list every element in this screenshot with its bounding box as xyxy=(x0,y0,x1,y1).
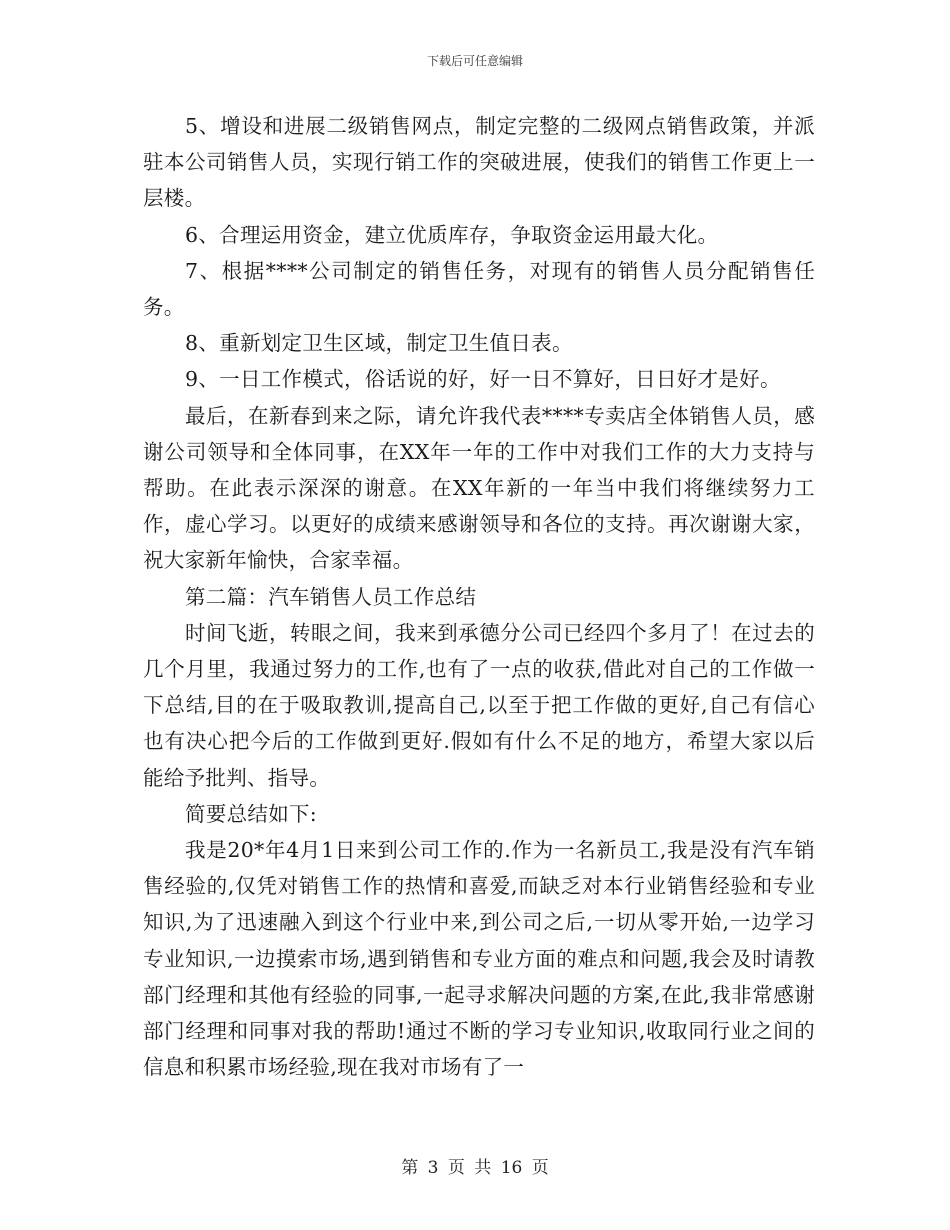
document-body xyxy=(143,108,815,1085)
paragraph-summary-label: 简要总结如下: xyxy=(185,801,318,826)
paragraph-item-9: 9、一日工作模式，俗话说的好，好一日不算好，日日好才是好。 xyxy=(185,367,781,392)
paragraph-closing: 最后，在新春到来之际，请允许我代表****专卖店全体销售人员，感谢公司领导和全体同事，在XX年一年的工作中对我们工作的大力支持与帮助。在此表示深深的谢意。在XX年新的一年当中我们将继续努力工作，虚心学习。以更好的成绩来感谢领导和各位的支持。再次谢谢大家，祝大家新年愉快，合家幸福。 xyxy=(143,403,815,573)
page-number-footer: 第 3 页 共 16 页 xyxy=(401,1158,549,1178)
section-heading: 第二篇：汽车销售人员工作总结 xyxy=(185,584,477,609)
paragraph-item-7: 7、根据****公司制定的销售任务，对现有的销售人员分配销售任务。 xyxy=(143,258,815,320)
paragraph-experience: 我是20*年4月1日来到公司工作的.作为一名新员工,我是没有汽车销售经验的,仅凭对销售工作的热情和喜爱,而缺乏对本行业销售经验和专业知识,为了迅速融入到这个行业中来,到公司之后,一切从零开始,一边学习专业知识,一边摸索市场,遇到销售和专业方面的难点和问题,我会及时请教部门经理和其他有经验的同事,一起寻求解决问题的方案,在此,我非常感谢部门经理和同事对我的帮助!通过不断的学习专业知识,收取同行业之间的信息和积累市场经验,现在我对市场有了一 xyxy=(143,838,815,1080)
page-header: 下载后可任意编辑 xyxy=(426,54,523,68)
paragraph-item-5: 5、增设和进展二级销售网点，制定完整的二级网点销售政策，并派驻本公司销售人员，实现行销工作的突破进展，使我们的销售工作更上一层楼。 xyxy=(143,114,815,211)
paragraph-item-8: 8、重新划定卫生区域，制定卫生值日表。 xyxy=(185,331,573,356)
paragraph-item-6: 6、合理运用资金，建立优质库存，争取资金运用最大化。 xyxy=(185,222,719,247)
paragraph-intro: 时间飞逝，转眼之间，我来到承德分公司已经四个多月了！在过去的几个月里，我通过努力的工作,也有了一点的收获,借此对自己的工作做一下总结,目的在于吸取教训,提高自己,以至于把工作做的更好,自己有信心也有决心把今后的工作做到更好.假如有什么不足的地方，希望大家以后能给予批判、指导。 xyxy=(143,620,815,790)
